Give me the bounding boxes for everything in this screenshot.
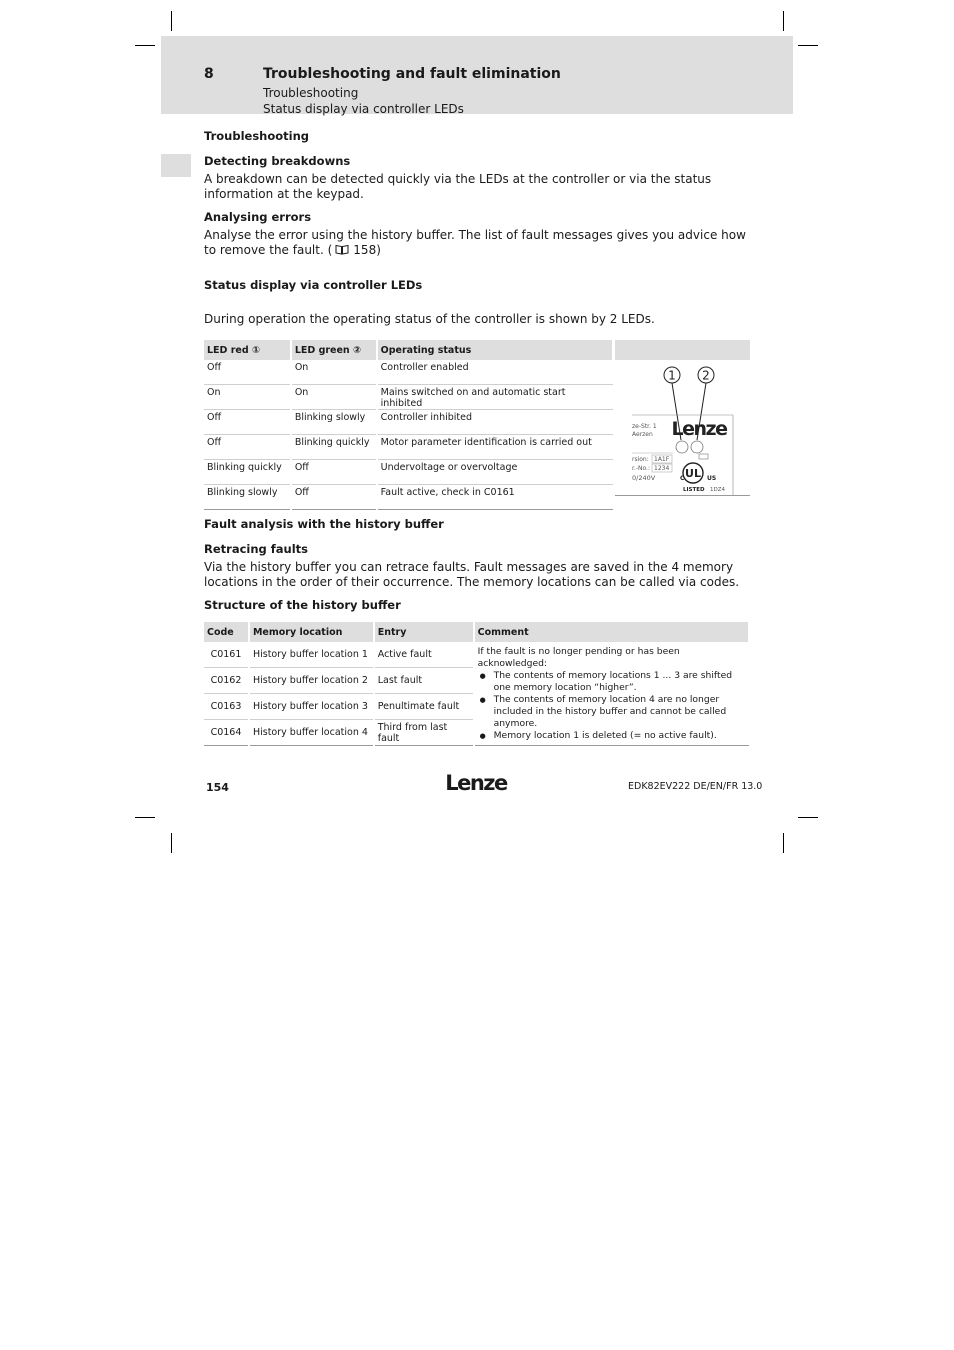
- crop-mark: [798, 45, 818, 46]
- lenze-logo-device: Lenze: [671, 418, 727, 440]
- crop-mark: [783, 11, 784, 31]
- ul-mark-text: UL: [685, 467, 701, 480]
- cell-operating-status: Motor parameter identification is carried out: [377, 435, 613, 460]
- label-text: Aerzen: [632, 431, 653, 438]
- image-column-header: [615, 340, 750, 360]
- list-item: ● Memory location 1 is deleted (= no active fault).: [478, 730, 746, 742]
- cell-entry: Last fault: [374, 668, 474, 694]
- section-title-troubleshooting: Troubleshooting: [204, 129, 310, 143]
- led-red-indicator: [676, 441, 688, 453]
- comment-bullet-list: [478, 670, 746, 742]
- breadcrumb-level-2: Status display via controller LEDs: [263, 102, 464, 116]
- cell-memory-location: History buffer location 3: [249, 694, 374, 720]
- cell-entry: Active fault: [374, 642, 474, 668]
- led-status-table: [204, 340, 614, 510]
- cell-operating-status: Controller enabled: [377, 360, 613, 385]
- cell-memory-location: History buffer location 2: [249, 668, 374, 694]
- table-row: [204, 485, 613, 510]
- cell-memory-location: History buffer location 4: [249, 720, 374, 746]
- callout-1-label: 1: [668, 368, 676, 383]
- callout-1: [664, 367, 680, 383]
- cell-led-red: Off: [204, 435, 291, 460]
- column-header-led-red: LED red ①: [204, 340, 291, 360]
- crop-mark: [798, 817, 818, 818]
- cell-entry: Penultimate fault: [374, 694, 474, 720]
- subheading-structure: Structure of the history buffer: [204, 598, 401, 612]
- callout-2: [698, 367, 714, 383]
- cell-led-red: Blinking quickly: [204, 460, 291, 485]
- column-header-operating-status: Operating status: [377, 340, 613, 360]
- cell-comment: [474, 642, 749, 746]
- column-header-led-green: LED green ②: [291, 340, 377, 360]
- crop-mark: [135, 45, 155, 46]
- label-text: 1234: [654, 465, 670, 472]
- chapter-number: 8: [204, 66, 214, 82]
- table-row: [204, 435, 613, 460]
- document-id: EDK82EV222 DE/EN/FR 13.0: [628, 781, 763, 792]
- breadcrumb-level-1: Troubleshooting: [263, 86, 359, 100]
- label-text: rsion:: [632, 456, 649, 463]
- history-buffer-table: [204, 622, 750, 746]
- section-title-status-display: Status display via controller LEDs: [204, 278, 423, 292]
- ul-us-text: US: [707, 475, 717, 482]
- page-number: 154: [206, 781, 229, 794]
- list-item: ● The contents of memory locations 1 ... 3 are shifted one memory location “higher”.: [478, 670, 746, 694]
- side-tab-marker: [161, 154, 191, 177]
- column-header-code: Code: [204, 622, 249, 642]
- led-green-indicator: [691, 441, 703, 453]
- ul-certification-mark: [680, 463, 726, 493]
- cell-led-green: Off: [291, 485, 377, 510]
- cell-led-red: On: [204, 385, 291, 410]
- table-header-row: [204, 340, 613, 360]
- paragraph-status-intro: During operation the operating status of the controller is shown by 2 LEDs.: [204, 312, 655, 326]
- crop-mark: [783, 833, 784, 853]
- cell-code: C0163: [204, 694, 249, 720]
- label-text: 1A1F: [654, 456, 670, 463]
- callout-2-label: 2: [702, 368, 710, 383]
- crop-mark: [135, 817, 155, 818]
- cell-led-green: Blinking quickly: [291, 435, 377, 460]
- list-item: ● The contents of memory location 4 are no longer included in the history buffer and cannot be called anymore.: [478, 694, 746, 730]
- cell-led-green: Off: [291, 460, 377, 485]
- subheading-analysing: Analysing errors: [204, 210, 312, 224]
- table-header-row: [204, 622, 749, 642]
- cell-memory-location: History buffer location 1: [249, 642, 374, 668]
- cell-code: C0161: [204, 642, 249, 668]
- paragraph-analysing: Analyse the error using the history buffer. The list of fault messages gives you advice how to remove the fault. ( 158): [204, 228, 746, 257]
- cell-operating-status: Undervoltage or overvoltage: [377, 460, 613, 485]
- label-text: r.-No.:: [632, 465, 650, 472]
- crop-mark: [171, 833, 172, 853]
- ul-number-text: 1DZ4: [710, 487, 726, 493]
- subheading-retracing: Retracing faults: [204, 542, 308, 556]
- paragraph-retracing: Via the history buffer you can retrace faults. Fault messages are saved in the 4 memory locations in the order of their occurrence. The memory locations can be called via codes.: [204, 560, 740, 589]
- crop-mark: [171, 11, 172, 31]
- cell-led-red: Blinking slowly: [204, 485, 291, 510]
- chapter-title: Troubleshooting and fault elimination: [263, 66, 561, 82]
- table-row: [204, 385, 613, 410]
- table-row: [204, 360, 613, 385]
- table-row: [204, 642, 749, 668]
- cell-led-green: Blinking slowly: [291, 410, 377, 435]
- lenze-logo: [444, 770, 508, 796]
- cell-led-red: Off: [204, 360, 291, 385]
- table-row: [204, 460, 613, 485]
- lenze-logo-text: Lenze: [445, 771, 507, 795]
- label-text: 0/240V: [632, 474, 656, 482]
- cell-operating-status: Mains switched on and automatic start inhibited: [377, 385, 613, 410]
- controller-led-illustration: [615, 360, 750, 496]
- column-header-comment: Comment: [474, 622, 749, 642]
- cell-entry: Third from last fault: [374, 720, 474, 746]
- ul-listed-text: LISTED: [683, 487, 705, 493]
- section-title-fault-analysis: Fault analysis with the history buffer: [204, 517, 444, 531]
- column-header-memory-location: Memory location: [249, 622, 374, 642]
- cell-operating-status: Fault active, check in C0161: [377, 485, 613, 510]
- page-reference-link[interactable]: 158: [353, 243, 377, 257]
- cell-led-green: On: [291, 385, 377, 410]
- cell-led-red: Off: [204, 410, 291, 435]
- cell-led-green: On: [291, 360, 377, 385]
- book-icon: [335, 244, 349, 259]
- cell-operating-status: Controller inhibited: [377, 410, 613, 435]
- cell-code: C0164: [204, 720, 249, 746]
- paragraph-detecting: A breakdown can be detected quickly via the LEDs at the controller or via the status information at the keypad.: [204, 172, 712, 201]
- table-row: [204, 410, 613, 435]
- subheading-detecting: Detecting breakdowns: [204, 154, 351, 168]
- comment-intro: If the fault is no longer pending or has been acknowledged:: [477, 646, 680, 669]
- cell-code: C0162: [204, 668, 249, 694]
- column-header-entry: Entry: [374, 622, 474, 642]
- ul-c-text: C: [680, 475, 685, 482]
- label-text: ze-Str. 1: [632, 423, 657, 430]
